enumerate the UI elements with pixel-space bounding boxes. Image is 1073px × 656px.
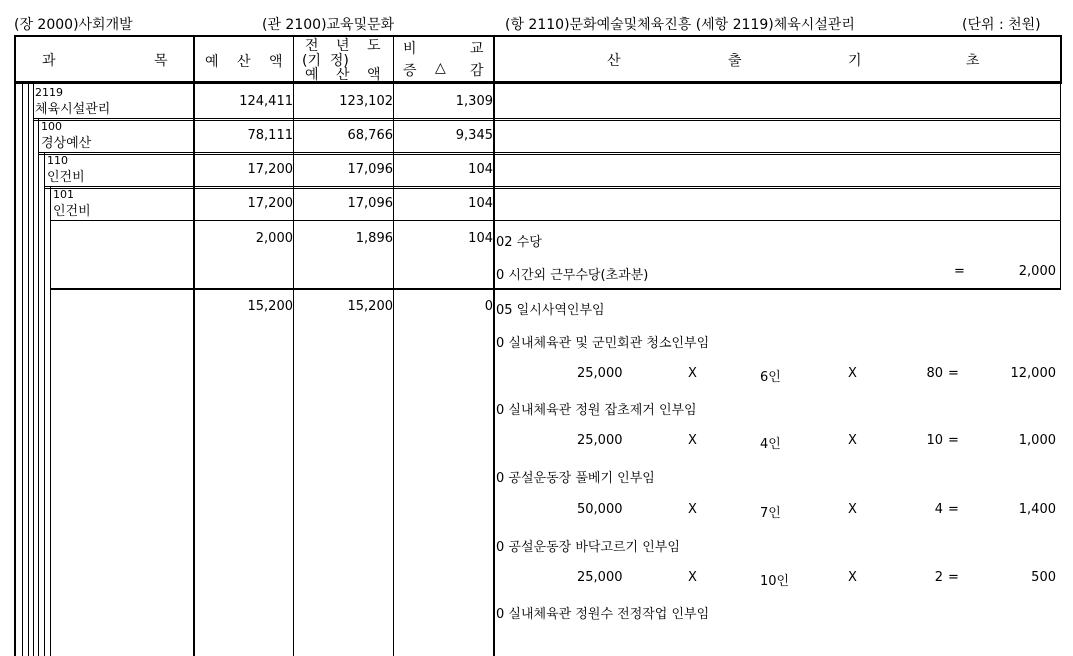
basis-line: 0 실내체육관 및 군민회관 청소인부임 [496, 336, 710, 351]
basis-line: 0 실내체육관 정원수 전정작업 인부임 [496, 607, 710, 622]
chapter-label: (장 2000)사회개발 [14, 17, 133, 33]
section-label: (관 2100)교육및문화 [262, 17, 395, 33]
basis-line: 0 공설운동장 풀베기 인부임 [496, 471, 655, 486]
basis-line: 0 실내체육관 정원 잡초제거 인부임 [496, 403, 697, 418]
basis-line: 0 시간외 근무수당(초과분) [496, 268, 649, 283]
unit-label: (단위 : 천원) [962, 17, 1041, 33]
item-label: (항 2110)문화예술및체육진흥 (세항 2119)체육시설관리 [505, 17, 855, 33]
item-title: 05 일시사역인부임 [496, 303, 605, 318]
basis-line: 0 공설운동장 바닥고르기 인부임 [496, 540, 680, 555]
item-title: 02 수당 [496, 235, 542, 250]
